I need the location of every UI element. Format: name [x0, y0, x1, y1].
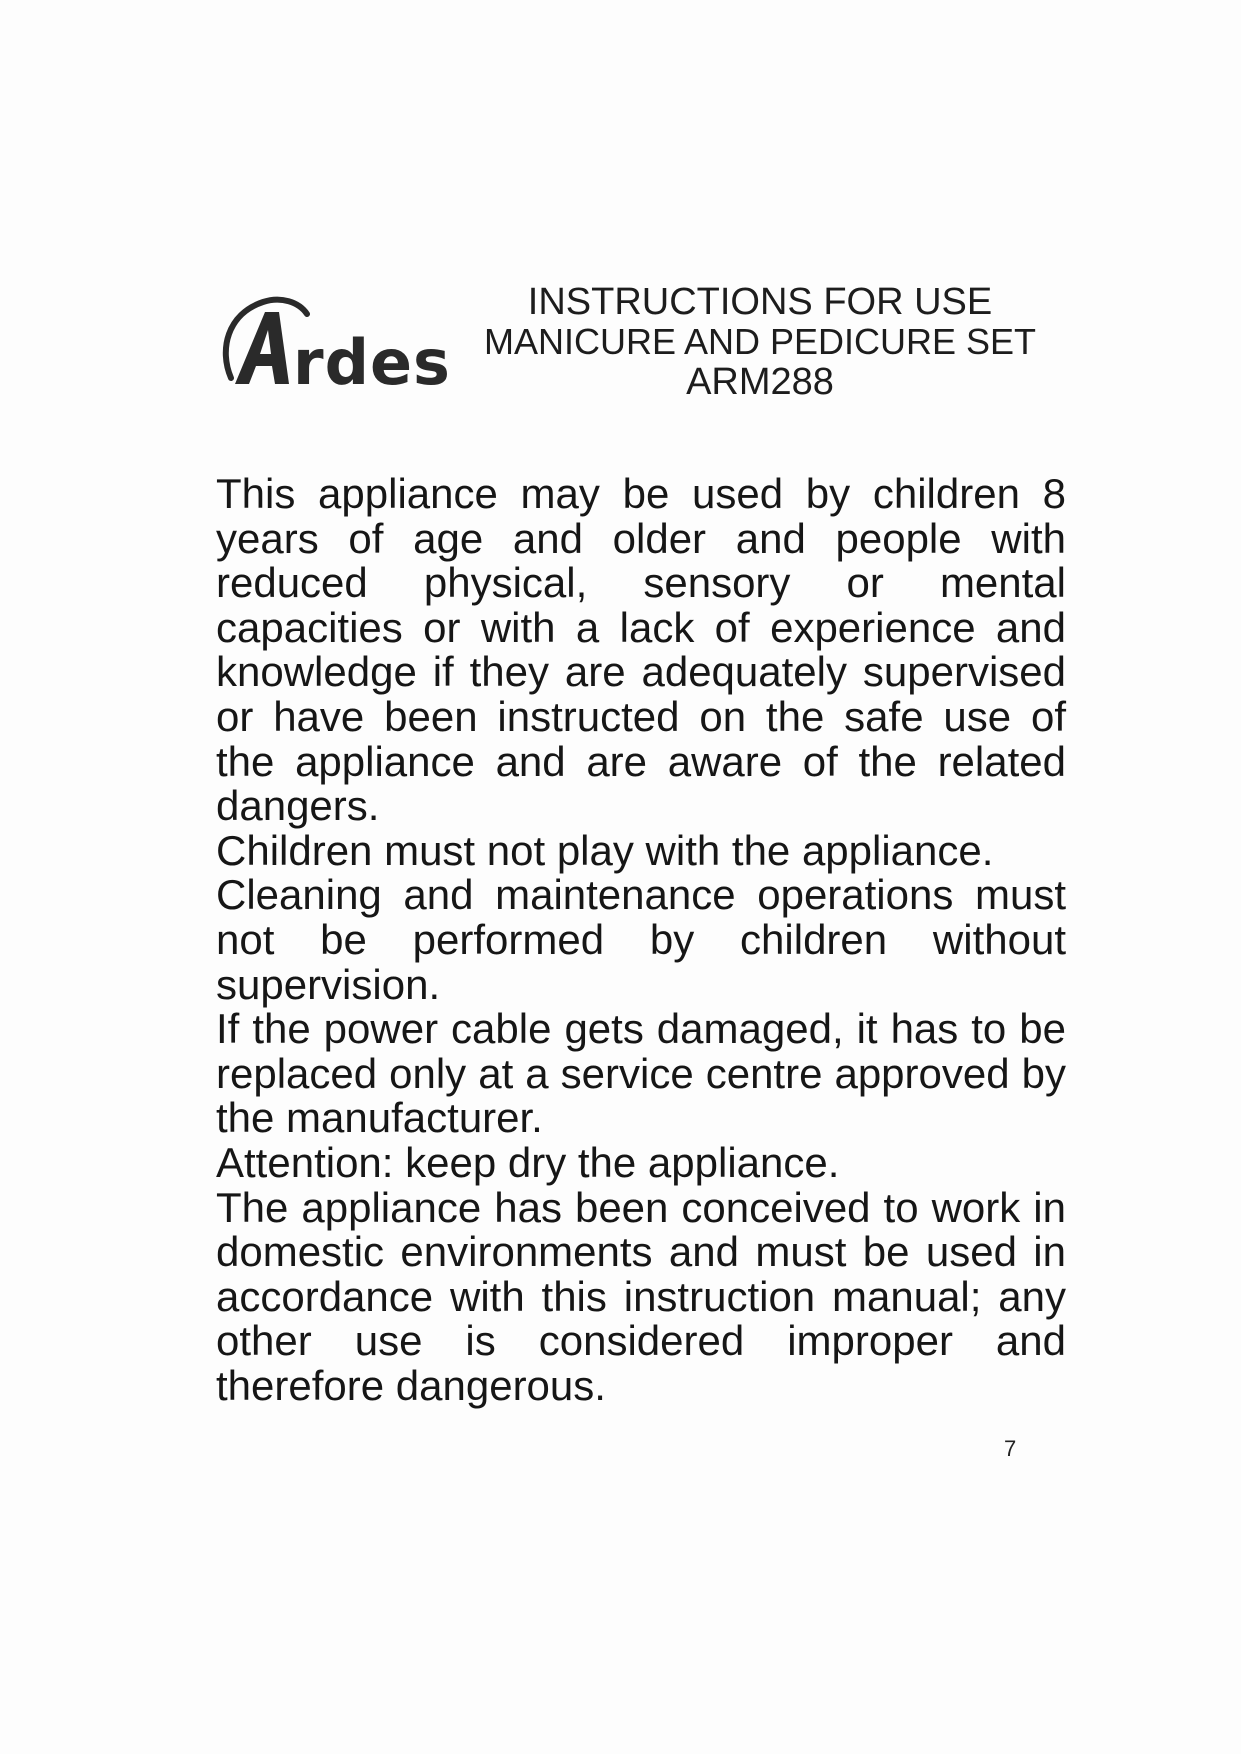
paragraph-domestic-use: The appliance has been conceived to work in domestic environments and must be used in accordance with this instruction manual; any other use is considered improper and therefore dangerous. — [216, 1183, 1066, 1409]
paragraph-children-usage: This appliance may be used by children 8 years of age and older and people with reduced physical, sensory or mental capacities or with a lack of experience and knowledge if they are adequately supervised or have been instructed on the safe use of the appliance and are aware of the related dangers. — [216, 470, 1066, 830]
header-model: ARM288 — [686, 361, 834, 403]
paragraph-cleaning: Cleaning and maintenance operations must not be performed by children without supervision. — [216, 871, 1066, 1008]
safety-instructions — [216, 472, 1066, 1408]
header-title: INSTRUCTIONS FOR USE — [527, 281, 993, 323]
ardes-logo-graphic — [215, 290, 465, 400]
paragraph-no-play: Children must not play with the appliance. — [216, 826, 994, 874]
svg-text:rdes: rdes — [293, 326, 451, 399]
ardes-logo — [215, 290, 465, 400]
header-product: MANICURE AND PEDICURE SET — [483, 321, 1037, 362]
paragraph-keep-dry: Attention: keep dry the appliance. — [216, 1138, 840, 1186]
paragraph-power-cable: If the power cable gets damaged, it has to be replaced only at a service centre approved by the manufacturer. — [216, 1005, 1066, 1142]
page-number: 7 — [1004, 1436, 1017, 1461]
document-header — [480, 282, 1040, 402]
